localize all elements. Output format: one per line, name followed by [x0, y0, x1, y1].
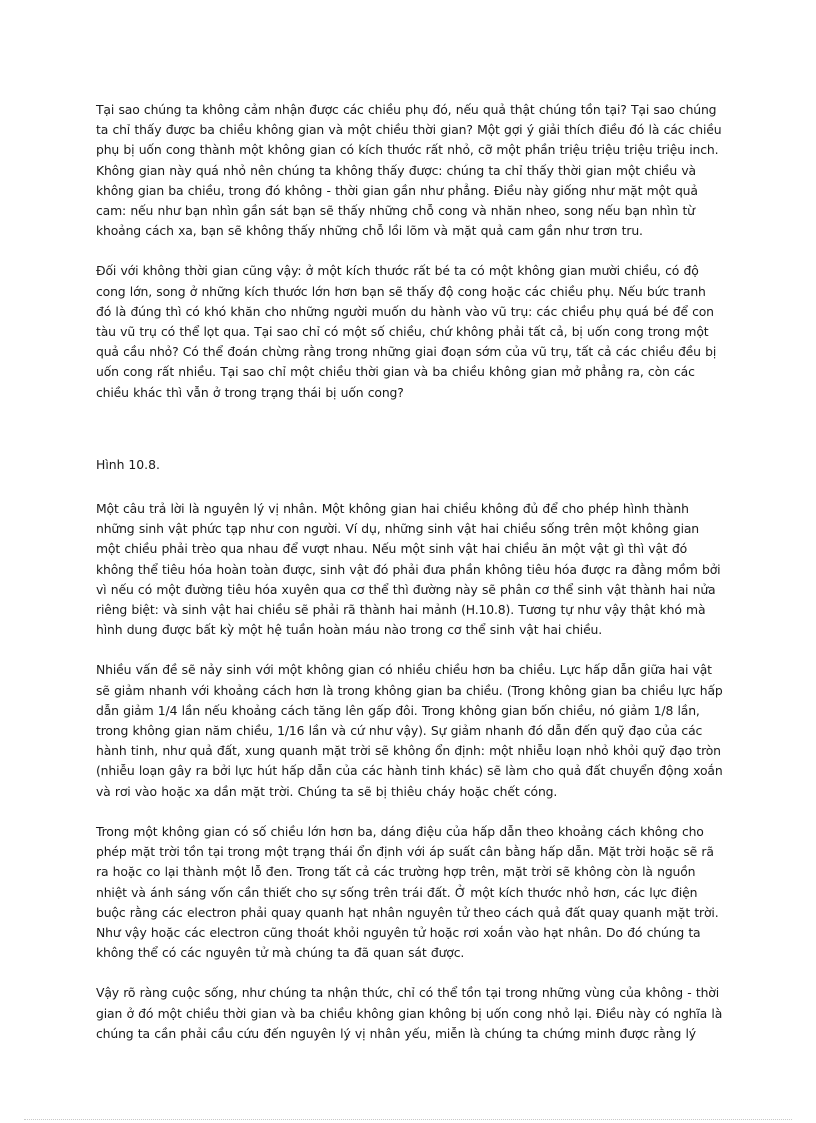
paragraph-higher-dimensions-gravity: Nhiều vấn đề sẽ nảy sinh với một không gian có nhiều chiều hơn ba chiều. Lực hấp dẫn giữa hai vật sẽ giảm nhanh với khoảng cách hơn là trong không gian ba chiều. (Trong không gian ba chiều lực hấp dẫn giảm 1/4 lần nếu khoảng cách tăng lên gấp đôi. Trong không gian bốn chiều, nó giảm 1/8 lần, trong không gian năm chiều, 1/16 lần và cứ như vậy). Sự giảm nhanh đó dẫn đến quỹ đạo của các hành tinh, như quả đất, xung quanh mặt trời sẽ không ổn định: một nhiễu loạn nhỏ khỏi quỹ đạo tròn (nhiễu loạn gây ra bởi lực hút hấp dẫn của các hành tinh khác) sẽ làm cho quả đất chuyển động xoắn và rơi vào hoặc xa dần mặt trời. Chúng ta sẽ bị thiêu cháy hoặc chết cóng. — [96, 662, 723, 799]
page-bottom-divider — [24, 1119, 792, 1120]
paragraph-extra-dimensions: Tại sao chúng ta không cảm nhận được các chiều phụ đó, nếu quả thật chúng tồn tại? Tại sao chúng ta chỉ thấy được ba chiều không gian và một chiều thời gian? Một gợi ý giải thích điều đó là các chiều phụ bị uốn cong thành một không gian có kích thước rất nhỏ, cỡ một phần triệu triệu triệu triệu inch. Không gian này quá nhỏ nên chúng ta không thấy được: chúng ta chỉ thấy thời gian một chiều và không gian ba chiều, trong đó không - thời gian gần như phẳng. Điều này giống như mặt một quả cam: nếu như bạn nhìn gần sát bạn sẽ thấy những chỗ cong và nhăn nheo, song nếu bạn nhìn từ khoảng cách xa, bạn sẽ không thấy những chỗ lồi lõm và mặt quả cam gần như trơn tru. — [96, 102, 722, 239]
paragraph-conclusion: Vậy rõ ràng cuộc sống, như chúng ta nhận thức, chỉ có thể tồn tại trong những vùng của không - thời gian ở đó một chiều thời gian và ba chiều không gian không bị uốn cong nhỏ lại. Điều này có nghĩa là chúng ta cần phải cầu cứu đến nguyên lý vị nhân yếu, miễn là chúng ta chứng minh được rằng lý — [96, 985, 723, 1041]
paragraph-anthropic-principle: Một câu trả lời là nguyên lý vị nhân. Một không gian hai chiều không đủ để cho phép hình thành những sinh vật phức tạp như con người. Ví dụ, những sinh vật hai chiều sống trên một không gian một chiều phải trèo qua nhau để vượt nhau. Nếu một sinh vật hai chiều ăn một vật gì thì vật đó không thể tiêu hóa hoàn toàn được, sinh vật đó phải đưa phần không tiêu hóa được ra đằng mồm bởi vì nếu có một đường tiêu hóa xuyên qua cơ thể thì đường này sẽ phân cơ thể sinh vật thành hai nửa riêng biệt: và sinh vật hai chiều sẽ phải rã thành hai mảnh (H.10.8). Tương tự như vậy thật khó mà hình dung được bất kỳ một hệ tuần hoàn máu nào trong cơ thể sinh vật hai chiều. — [96, 501, 721, 638]
paragraph-sun-stability: Trong một không gian có số chiều lớn hơn ba, dáng điệu của hấp dẫn theo khoảng cách không cho phép mặt trời tồn tại trong một trạng thái ổn định với áp suất cân bằng hấp dẫn. Mặt trời hoặc sẽ rã ra hoặc co lại thành một lỗ đen. Trong tất cả các trường hợp trên, mặt trời sẽ không còn là nguồn nhiệt và ánh sáng vốn cần thiết cho sự sống trên trái đất. Ở một kích thước nhỏ hơn, các lực điện buộc rằng các electron phải quay quanh hạt nhân nguyên tử theo cách quả đất quay quanh mặt trời. Như vậy hoặc các electron cũng thoát khỏi nguyên tử hoặc rơi xoắn vào hạt nhân. Do đó chúng ta không thể có các nguyên tử mà chúng ta đã quan sát được. — [96, 823, 719, 961]
paragraph-spacetime-curvature: Đối với không thời gian cũng vậy: ở một kích thước rất bé ta có một không gian mười chiều, có độ cong lớn, song ở những kích thước lớn hơn bạn sẽ thấy độ cong hoặc các chiều phụ. Nếu bức tranh đó là đúng thì có khó khăn cho những người muốn du hành vào vũ trụ: các chiều phụ quá bé để con tàu vũ trụ có thể lọt qua. Tại sao chỉ có một số chiều, chứ không phải tất cả, bị uốn cong trong một quả cầu nhỏ? Có thể đoán chừng rằng trong những giai đoạn sớm của vũ trụ, tất cả các chiều đều bị uốn cong rất nhiều. Tại sao chỉ một chiều thời gian và ba chiều không gian mở phẳng ra, còn các chiều khác thì vẫn ở trong trạng thái bị uốn cong? — [96, 263, 717, 400]
document-page — [96, 100, 724, 1064]
figure-caption: Hình 10.8. — [96, 456, 160, 472]
